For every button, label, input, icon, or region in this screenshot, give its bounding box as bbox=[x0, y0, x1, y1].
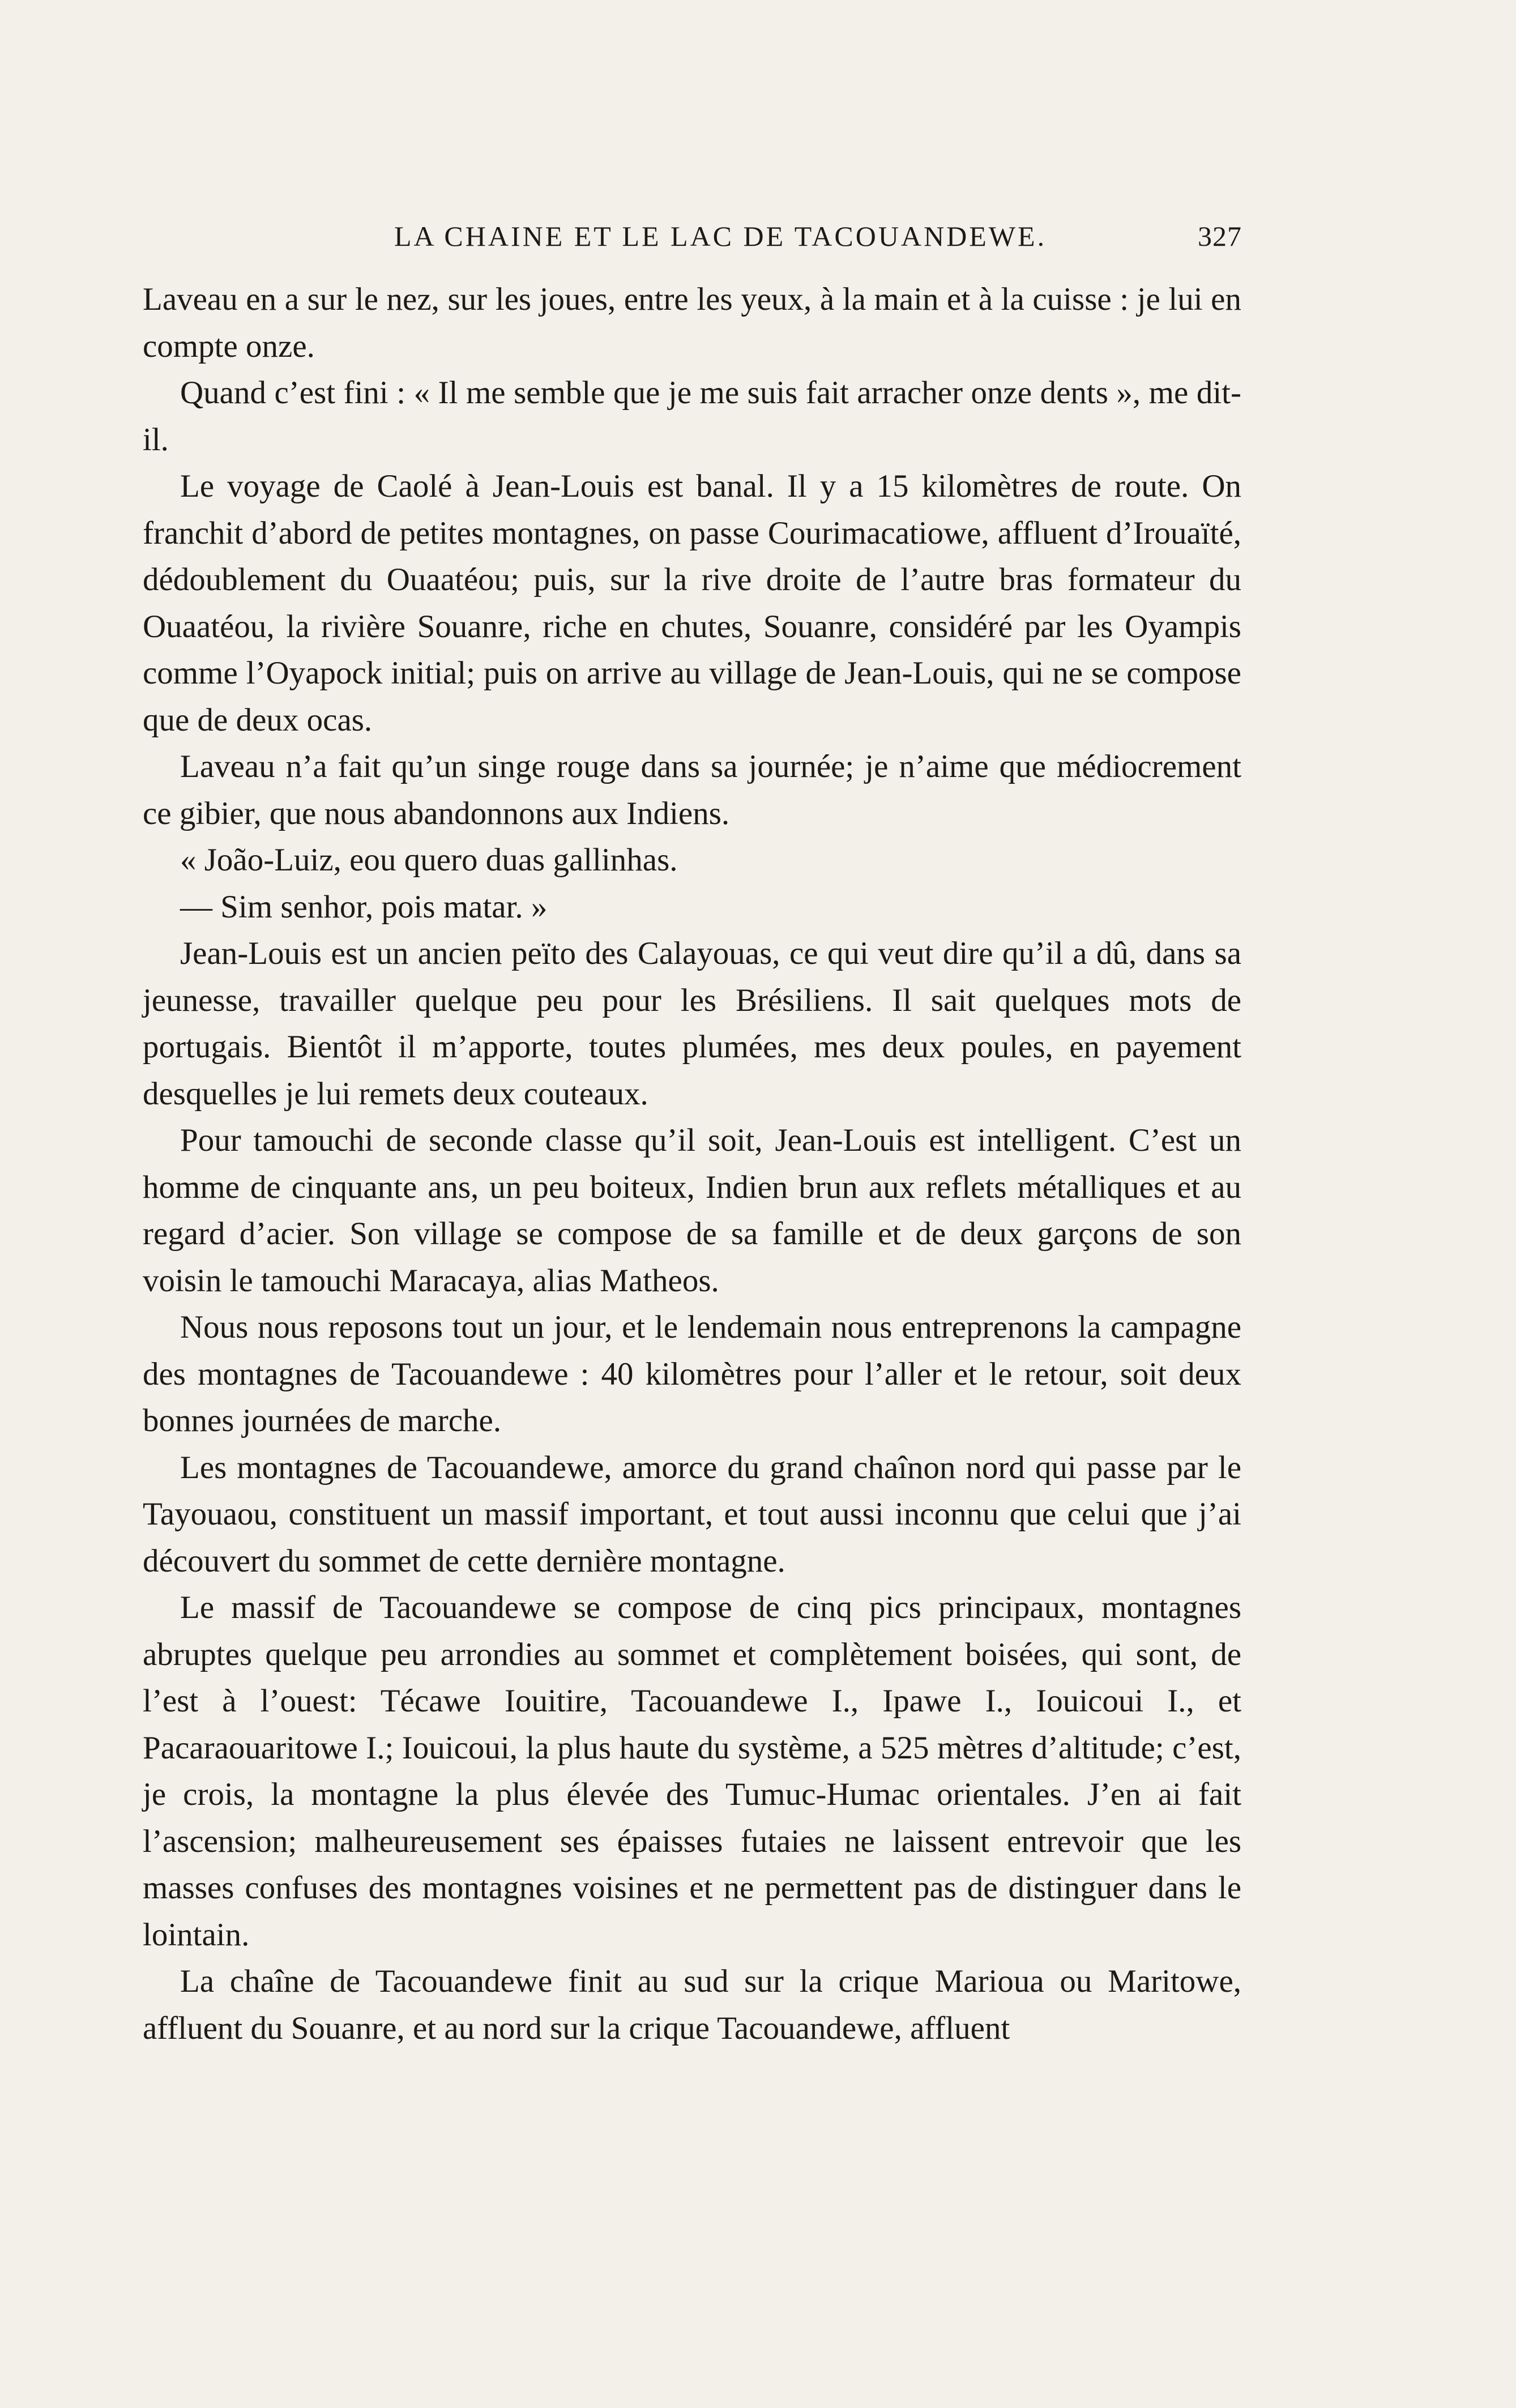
paragraph: Laveau n’a fait qu’un singe rouge dans sa journée; je n’aime que médiocrement ce gibier, que nous abandonnons aux Indiens. bbox=[143, 749, 1241, 831]
paragraph: Nous nous reposons tout un jour, et le lendemain nous entreprenons la campagne des montagnes de Tacouandewe : 40 kilomètres pour l’aller et le retour, soit deux bonnes journées de marche. bbox=[143, 1309, 1241, 1438]
paragraph: — Sim senhor, pois matar. » bbox=[180, 889, 548, 925]
paragraph: Quand c’est fini : « Il me semble que je me suis fait arracher onze dents », me dit-il. bbox=[143, 375, 1241, 458]
paragraph: Le massif de Tacouandewe se compose de cinq pics principaux, montagnes abruptes quelque peu arrondies au sommet et complètement boisées, qui sont, de l’est à l’ouest: Técawe Iouitire, Tacouandewe I., Ipawe I., Iouicoui I., et Pacaraouaritowe I.; Iouicoui, la plus haute du système, a 525 mètres d’altitude; c’est, je crois, la montagne la plus élevée des Tumuc-Humac orientales. J’en ai fait l’ascension; malheureusement ses épaisses futaies ne laissent entrevoir que les masses confuses des montagnes voisines et ne permettent pas de distinguer dans le lointain. bbox=[143, 1590, 1241, 1953]
paragraph: Les montagnes de Tacouandewe, amorce du grand chaînon nord qui passe par le Tayouaou, constituent un massif important, et tout aussi inconnu que celui que j’ai découvert du sommet de cette dernière montagne. bbox=[143, 1449, 1241, 1579]
page-number: 327 bbox=[1198, 220, 1242, 252]
paragraph: Le voyage de Caolé à Jean-Louis est banal. Il y a 15 kilomètres de route. On franchit d’abord de petites montagnes, on passe Courimacatiowe, affluent d’Irouaïté, dédoublement du Ouaatéou; puis, sur la rive droite de l’autre bras formateur du Ouaatéou, la rivière Souanre, riche en chutes, Souanre, considéré par les Oyampis comme l’Oyapock initial; puis on arrive au village de Jean-Louis, qui ne se compose que de deux ocas. bbox=[143, 468, 1241, 738]
paragraph: Jean-Louis est un ancien peïto des Calayouas, ce qui veut dire qu’il a dû, dans sa jeunesse, travailler quelque peu pour les Brésiliens. Il sait quelques mots de portugais. Bientôt il m’apporte, toutes plumées, mes deux poules, en payement desquelles je lui remets deux couteaux. bbox=[143, 936, 1241, 1112]
running-head bbox=[142, 220, 1242, 259]
body-text bbox=[143, 276, 1241, 2052]
paragraph: « João-Luiz, eou quero duas gallinhas. bbox=[180, 842, 678, 878]
paragraph: La chaîne de Tacouandewe finit au sud sur la crique Marioua ou Maritowe, affluent du Souanre, et au nord sur la crique Tacouandewe, affluent bbox=[143, 1963, 1241, 2046]
paragraph: Laveau en a sur le nez, sur les joues, entre les yeux, à la main et à la cuisse : je lui en compte onze. bbox=[143, 281, 1241, 364]
running-title: LA CHAINE ET LE LAC DE TACOUANDEWE. bbox=[394, 220, 1047, 252]
paragraph: Pour tamouchi de seconde classe qu’il soit, Jean-Louis est intelligent. C’est un homme de cinquante ans, un peu boiteux, Indien brun aux reflets métalliques et au regard d’acier. Son village se compose de sa famille et de deux garçons de son voisin le tamouchi Maracaya, alias Matheos. bbox=[143, 1122, 1241, 1299]
